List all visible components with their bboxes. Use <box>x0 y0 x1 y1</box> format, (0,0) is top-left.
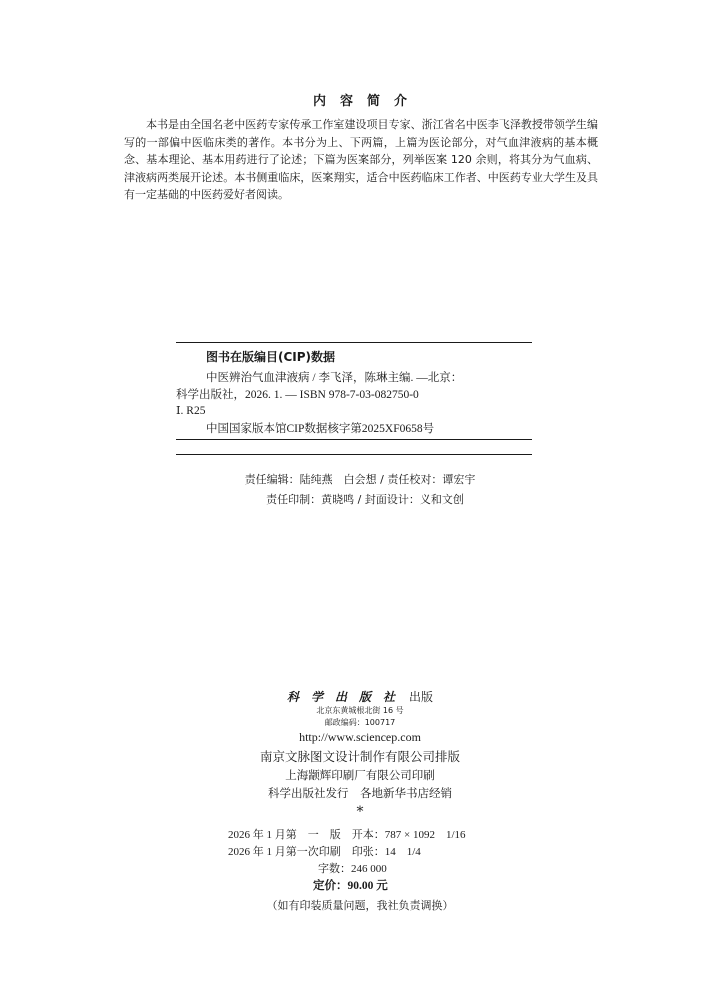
editors-block <box>0 470 720 510</box>
editors-row-1: 责任编辑：陆纯燕 白会想 / 责任校对：谭宏宇 <box>244 473 476 486</box>
asterisk-divider: * <box>356 804 364 820</box>
printing-spec: 2026 年 1 月第一次印刷 印张：14 1/4 <box>228 846 421 858</box>
cip-bottom-rule <box>176 439 532 440</box>
price: 定价：90.00 元 <box>313 880 388 892</box>
editors-row-2: 责任印制：黄晓鸣 / 封面设计：义和文创 <box>266 493 464 506</box>
cip-title: 图书在版编目(CIP)数据 <box>206 350 336 364</box>
publisher-postal-code: 邮政编码：100717 <box>324 718 396 727</box>
cip-block <box>176 342 532 440</box>
intro-title: 内容简介 <box>312 94 421 109</box>
publisher-name: 科学出版社 <box>286 690 407 704</box>
edition-spec: 2026 年 1 月第 一 版 开本：787 × 1092 1/16 <box>228 829 466 841</box>
publisher-address: 北京东黄城根北街 16 号 <box>316 706 404 715</box>
publisher-line <box>0 688 720 705</box>
intro-body: 本书是由全国名老中医药专家传承工作室建设项目专家、浙江省名中医李飞泽教授带领学生编写的一部偏中医临床类的著作。本书分为上、下两篇，上篇为医论部分，对气血津液病的基本概念、基本理论、基本用药进行了论述；下篇为医案部分，列举医案 120 余则，将其分为气血病、津液病两类展开论述。本书侧重临床，医案翔实，适合中医药临床工作者、中医药专业大学生及具有一定基础的中医药爱好者阅读。 <box>124 118 598 201</box>
quality-notice: （如有印装质量问题，我社负责调换） <box>266 899 454 912</box>
printer: 上海颛辉印刷厂有限公司印刷 <box>285 768 435 782</box>
typesetter: 南京文脉图文设计制作有限公司排版 <box>259 749 460 764</box>
cip-top-rule <box>176 342 532 343</box>
separator-rule <box>176 454 532 455</box>
word-count: 字数：246 000 <box>318 863 387 875</box>
cip-line-isbn: 科学出版社，2026. 1. — ISBN 978-7-03-082750-0 <box>176 389 419 401</box>
publisher-website: http://www.sciencep.com <box>299 730 421 744</box>
cip-line-classification: Ⅰ. R25 <box>176 405 206 417</box>
cip-line-record: 中国国家版本馆CIP数据核字第2025XF0658号 <box>206 423 435 435</box>
publisher-suffix: 出版 <box>409 690 434 704</box>
cip-line-title: 中医辨治气血津液病 / 李飞泽，陈琳主编. —北京： <box>206 372 463 384</box>
distribution: 科学出版社发行 各地新华书店经销 <box>268 786 452 800</box>
